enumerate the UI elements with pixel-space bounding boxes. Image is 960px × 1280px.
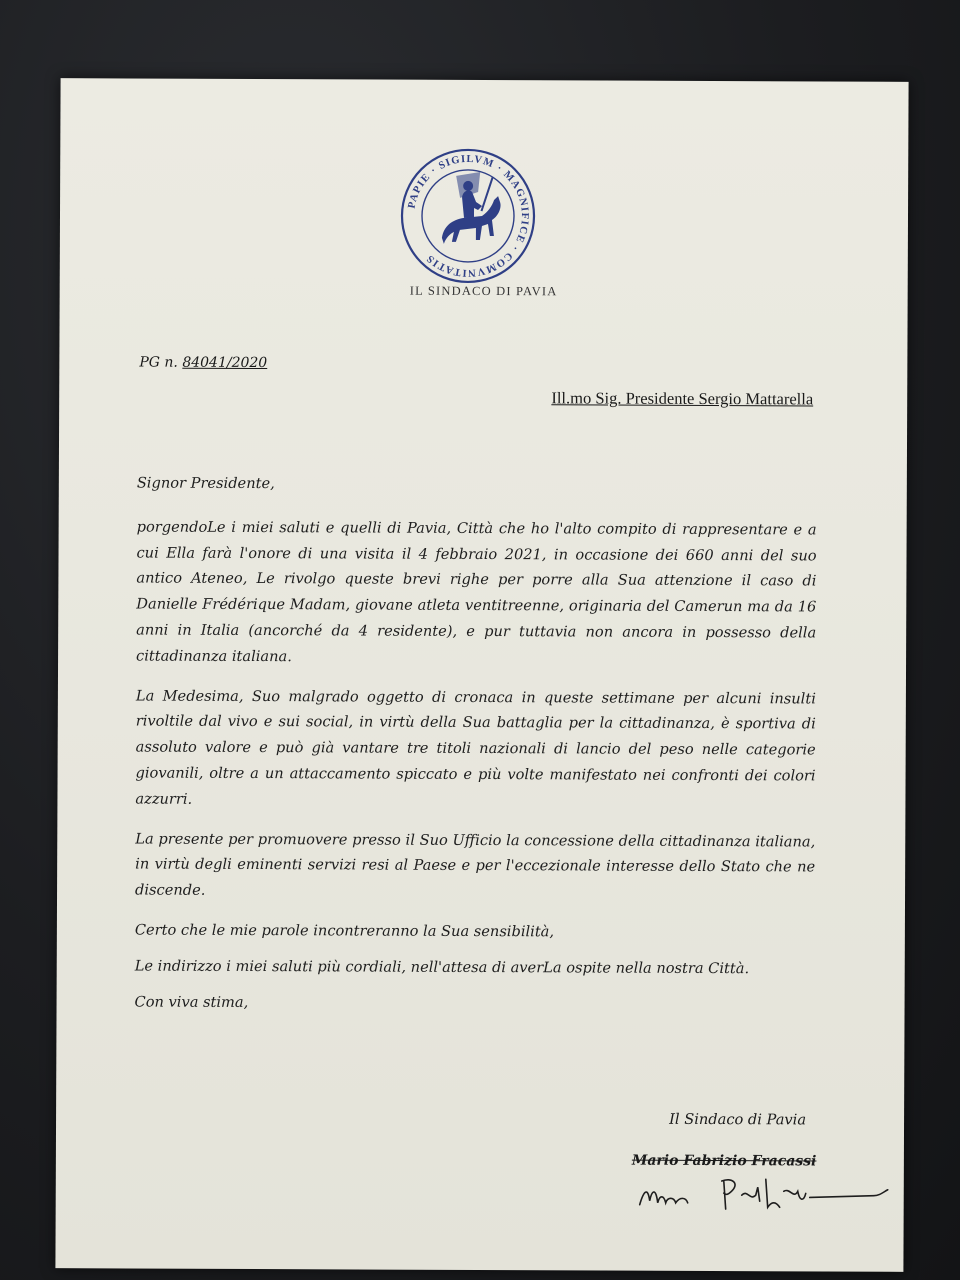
mayor-heading: IL SINDACO DI PAVIA [409,283,558,299]
closing-line-1: Certo che le mie parole incontreranno la Sua sensibilità, [134,921,555,941]
closing-line-3: Con viva stima, [134,993,249,1011]
letter-body [134,470,816,1031]
handwritten-signature [634,1161,894,1218]
protocol-number: 84041/2020 [182,354,268,372]
closing-line-2: Le indirizzo i miei saluti più cordiali, nell'attesa di averLa ospite nella nostra Città. [134,957,750,977]
letter-page [55,78,908,1272]
protocol-reference [139,355,267,372]
recipient-line: Ill.mo Sig. Presidente Sergio Mattarella [551,388,814,409]
paragraph-intro: porgendoLe i miei saluti e quelli di Pavia, Città che ho l'alto compito di rappresentare e a cui Ella farà l'onore di una visita il 4 febbraio 2021, in occasione dei 660 anni del suo antico Ateneo, Le rivolgo queste brevi righe per porre alla Sua attenzione il caso di Danielle Frédérique Madam, giovane atleta ventitreenne, originaria del Camerun ma da 16 anni in Italia (ancorché da 4 residente), e pur tuttavia non ancora in possesso della cittadinanza italiana. [136,518,817,665]
paragraph-request: La presente per promuovere presso il Suo Ufficio la concessione della cittadinanza italiana, in virtù degli eminenti servizi resi al Paese e per l'eccezionale interesse dello Stato che ne discende. [135,830,816,899]
signer-name: Mario Fabrizio Fracassi [631,1152,817,1170]
paragraph-athlete: La Medesima, Suo malgrado oggetto di cronaca in queste settimane per alcuni insulti rivoltile dal vivo e sui social, in virtù della Sua battaglia per la cittadinanza, è sportiva di assoluto valore e può già vantare tre titoli nazionali di lancio del peso nelle categorie giovanili, oltre a un attaccamento spiccato e più volte manifestato nei confronti dei colori azzurri. [135,687,816,808]
signoff-title: Il Sindaco di Pavia [669,1110,807,1129]
salutation: Signor Presidente, [136,474,275,493]
protocol-label: PG n. [139,354,178,371]
city-seal-logo [398,146,539,287]
svg-text:PAPIE · SIGILVM · MAGNIFICE ·: PAPIE · SIGILVM · MAGNIFICE · COMVNITATIS [406,153,531,279]
